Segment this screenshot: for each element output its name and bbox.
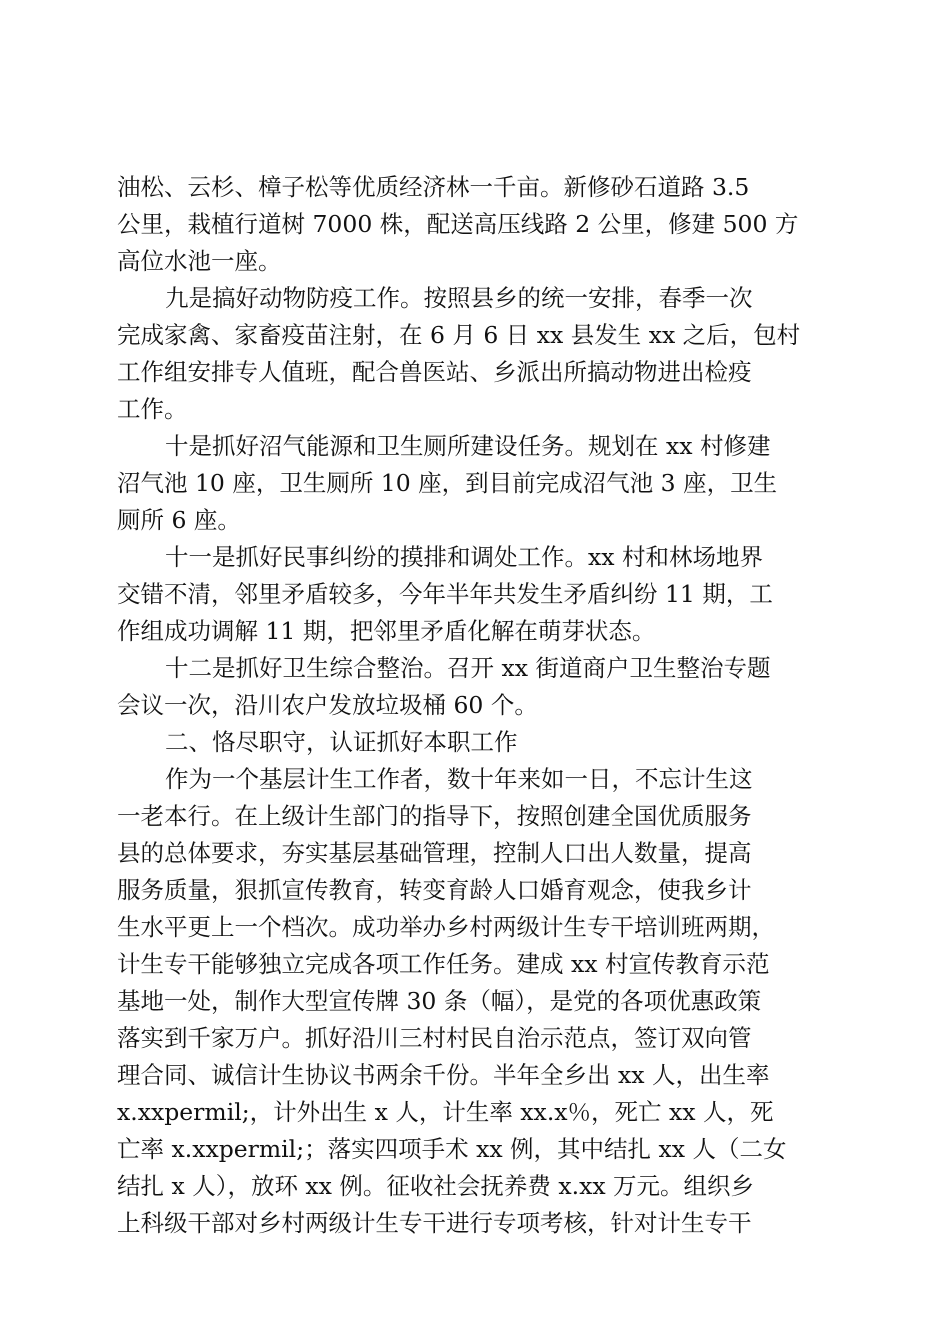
text-line bbox=[0, 616, 950, 646]
text-line bbox=[0, 690, 950, 720]
text-line bbox=[0, 468, 950, 498]
text-line-content: 理合同、诚信计生协议书两余千份。半年全乡出 xx 人，出生率 bbox=[117, 1061, 770, 1089]
text-line-content: 生水平更上一个档次。成功举办乡村两级计生专干培训班两期， bbox=[117, 913, 775, 941]
text-line-content: 高位水池一座。 bbox=[117, 247, 282, 275]
text-line-content: 交错不清，邻里矛盾较多，今年半年共发生矛盾纠纷 11 期，工 bbox=[117, 580, 773, 608]
text-line-content: 工作组安排专人值班，配合兽医站、乡派出所搞动物进出检疫 bbox=[117, 358, 752, 386]
text-line bbox=[0, 172, 950, 202]
text-line-content: 厕所 6 座。 bbox=[117, 506, 241, 534]
text-line-content: 油松、云杉、樟子松等优质经济林一千亩。新修砂石道路 3.5 bbox=[117, 173, 750, 201]
text-line bbox=[0, 949, 950, 979]
section-heading bbox=[0, 727, 950, 757]
text-line bbox=[0, 394, 950, 424]
text-line-content: 作为一个基层计生工作者，数十年来如一日，不忘计生这 bbox=[165, 765, 753, 793]
text-line bbox=[0, 579, 950, 609]
text-line-content: 九是搞好动物防疫工作。按照县乡的统一安排，春季一次 bbox=[165, 284, 753, 312]
text-line bbox=[0, 246, 950, 276]
text-line bbox=[0, 986, 950, 1016]
text-line bbox=[0, 1171, 950, 1201]
text-line-content: 会议一次，沿川农户发放垃圾桶 60 个。 bbox=[117, 691, 538, 719]
text-line-content: 落实到千家万户。抓好沿川三村村民自治示范点，签订双向管 bbox=[117, 1024, 752, 1052]
text-line bbox=[0, 653, 950, 683]
text-line-content: 结扎 x 人），放环 xx 例。征收社会抚养费 x.xx 万元。组织乡 bbox=[117, 1172, 755, 1200]
text-line-content: 完成家禽、家畜疫苗注射，在 6 月 6 日 xx 县发生 xx 之后，包村 bbox=[117, 321, 801, 349]
text-line bbox=[0, 357, 950, 387]
text-line-content: 十是抓好沼气能源和卫生厕所建设任务。规划在 xx 村修建 bbox=[165, 432, 771, 460]
text-line bbox=[0, 283, 950, 313]
text-line-content: 公里，栽植行道树 7000 株，配送高压线路 2 公里，修建 500 方 bbox=[117, 210, 799, 238]
text-line-content: 亡率 x.xxpermil;；落实四项手术 xx 例，其中结扎 xx 人（二女 bbox=[117, 1135, 787, 1163]
text-line bbox=[0, 1208, 950, 1238]
text-line-content: 基地一处，制作大型宣传牌 30 条（幅），是党的各项优惠政策 bbox=[117, 987, 762, 1015]
text-line bbox=[0, 838, 950, 868]
text-line bbox=[0, 912, 950, 942]
text-line-content: 计生专干能够独立完成各项工作任务。建成 xx 村宣传教育示范 bbox=[117, 950, 770, 978]
text-line bbox=[0, 431, 950, 461]
text-line-content: 工作。 bbox=[117, 395, 188, 423]
text-line-content: 作组成功调解 11 期，把邻里矛盾化解在萌芽状态。 bbox=[117, 617, 656, 645]
text-line-content: 服务质量，狠抓宣传教育，转变育龄人口婚育观念，使我乡计 bbox=[117, 876, 752, 904]
text-line bbox=[0, 764, 950, 794]
text-line bbox=[0, 542, 950, 572]
text-line bbox=[0, 875, 950, 905]
text-line bbox=[0, 505, 950, 535]
text-line-content: x.xxpermil;，计外出生 x 人，计生率 xx.x％，死亡 xx 人，死 bbox=[117, 1098, 774, 1126]
text-line-content: 县的总体要求，夯实基层基础管理，控制人口出人数量，提高 bbox=[117, 839, 752, 867]
text-line-content: 沼气池 10 座，卫生厕所 10 座，到目前完成沼气池 3 座，卫生 bbox=[117, 469, 778, 497]
text-line bbox=[0, 320, 950, 350]
text-line bbox=[0, 1023, 950, 1053]
text-line bbox=[0, 209, 950, 239]
text-line-content: 十一是抓好民事纠纷的摸排和调处工作。xx 村和林场地界 bbox=[165, 543, 763, 571]
text-line-content: 十二是抓好卫生综合整治。召开 xx 街道商户卫生整治专题 bbox=[165, 654, 771, 682]
text-line-content: 一老本行。在上级计生部门的指导下，按照创建全国优质服务 bbox=[117, 802, 752, 830]
text-line bbox=[0, 1060, 950, 1090]
text-line-content: 上科级干部对乡村两级计生专干进行专项考核，针对计生专干 bbox=[117, 1209, 752, 1237]
text-line bbox=[0, 801, 950, 831]
text-line-content: 二、恪尽职守，认证抓好本职工作 bbox=[165, 728, 518, 756]
text-line bbox=[0, 1134, 950, 1164]
text-line bbox=[0, 1097, 950, 1127]
